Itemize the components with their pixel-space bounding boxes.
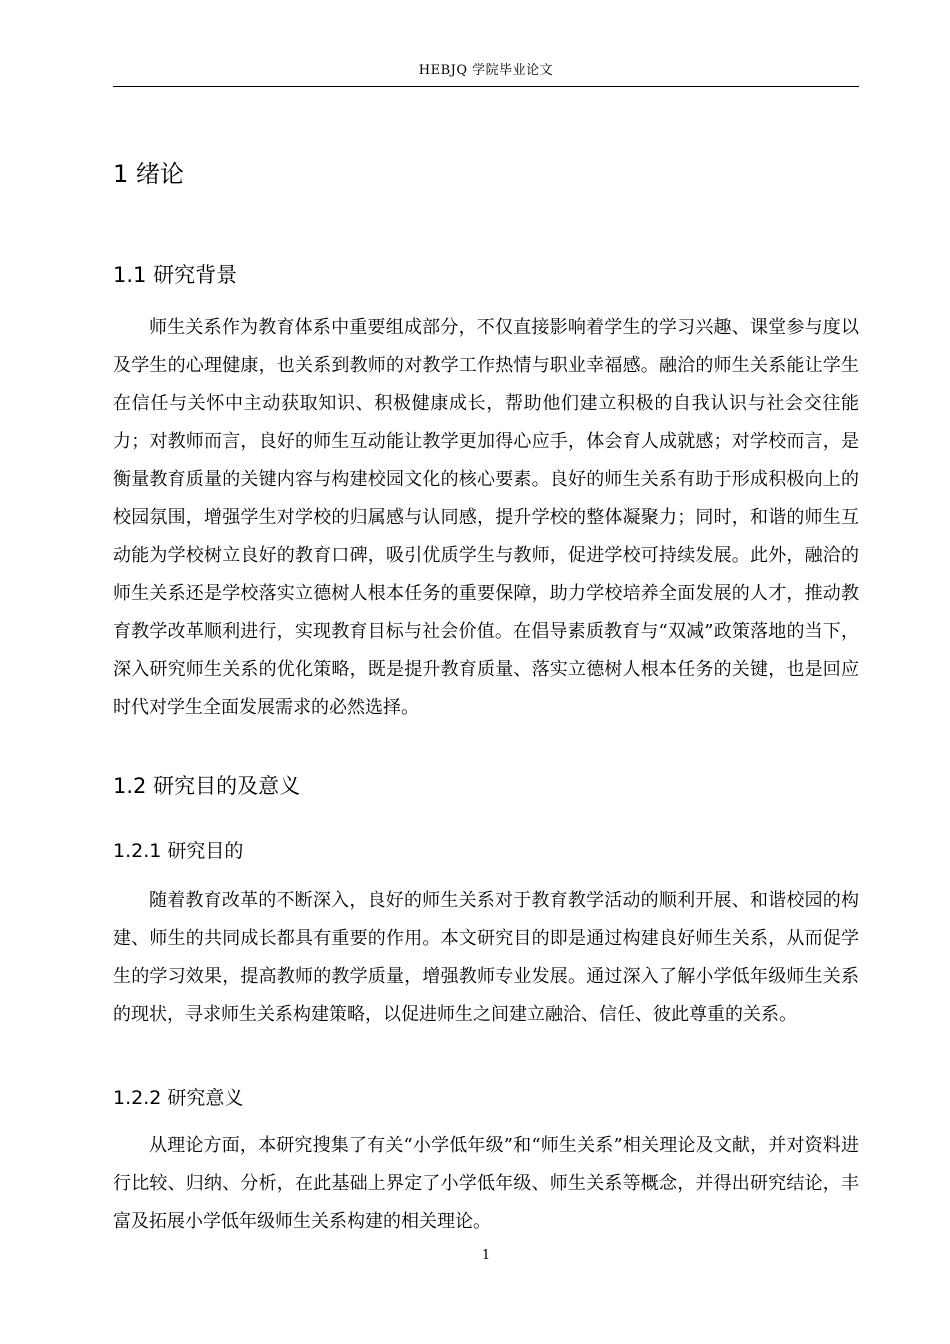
section-1-2-2-heading: 1.2.2 研究意义 xyxy=(113,1087,244,1109)
section-1-1-heading: 1.1 研究背景 xyxy=(113,263,238,287)
section-1-1-paragraph: 师生关系作为教育体系中重要组成部分，不仅直接影响着学生的学习兴趣、课堂参与度以及学生的心理健康，也关系到教师的对教学工作热情与职业幸福感。融洽的师生关系能让学生在信任与关怀中主动获取知识、积极健康成长，帮助他们建立积极的自我认识与社会交往能力；对教师而言，良好的师生互动能让教学更加得心应手，体会育人成就感；对学校而言，是衡量教育质量的关键内容与构建校园文化的核心要素。良好的师生关系有助于形成积极向上的校园氛围，增强学生对学校的归属感与认同感，提升学校的整体凝聚力；同时，和谐的师生互动能为学校树立良好的教育口碑，吸引优质学生与教师，促进学校可持续发展。此外，融洽的师生关系还是学校落实立德树人根本任务的重要保障，助力学校培养全面发展的人才，推动教育教学改革顺利进行，实现教育目标与社会价值。在倡导素质教育与“双减”政策落地的当下，深入研究师生关系的优化策略，既是提升教育质量、落实立德树人根本任务的关键，也是回应时代对学生全面发展需求的必然选择。 xyxy=(113,317,859,718)
header-divider xyxy=(113,86,859,87)
section-1-2-1-paragraph: 随着教育改革的不断深入，良好的师生关系对于教育教学活动的顺利开展、和谐校园的构建、师生的共同成长都具有重要的作用。本文研究目的即是通过构建良好师生关系，从而促学生的学习效果，提高教师的教学质量，增强教师专业发展。通过深入了解小学低年级师生关系的现状，寻求师生关系构建策略，以促进师生之间建立融洽、信任、彼此尊重的关系。 xyxy=(113,890,859,1025)
running-header-title: HEBJQ 学院毕业论文 xyxy=(418,63,554,78)
section-1-2-2-paragraph: 从理论方面，本研究搜集了有关“小学低年级”和“师生关系”相关理论及文献，并对资料进行比较、归纳、分析，在此基础上界定了小学低年级、师生关系等概念，并得出研究结论，丰富及拓展小学低年级师生关系构建的相关理论。 xyxy=(113,1135,859,1232)
chapter-title: 1 绪论 xyxy=(113,160,184,188)
page-number: 1 xyxy=(481,1248,491,1263)
section-1-2-1-heading: 1.2.1 研究目的 xyxy=(113,840,244,862)
section-1-2-heading: 1.2 研究目的及意义 xyxy=(113,774,301,798)
